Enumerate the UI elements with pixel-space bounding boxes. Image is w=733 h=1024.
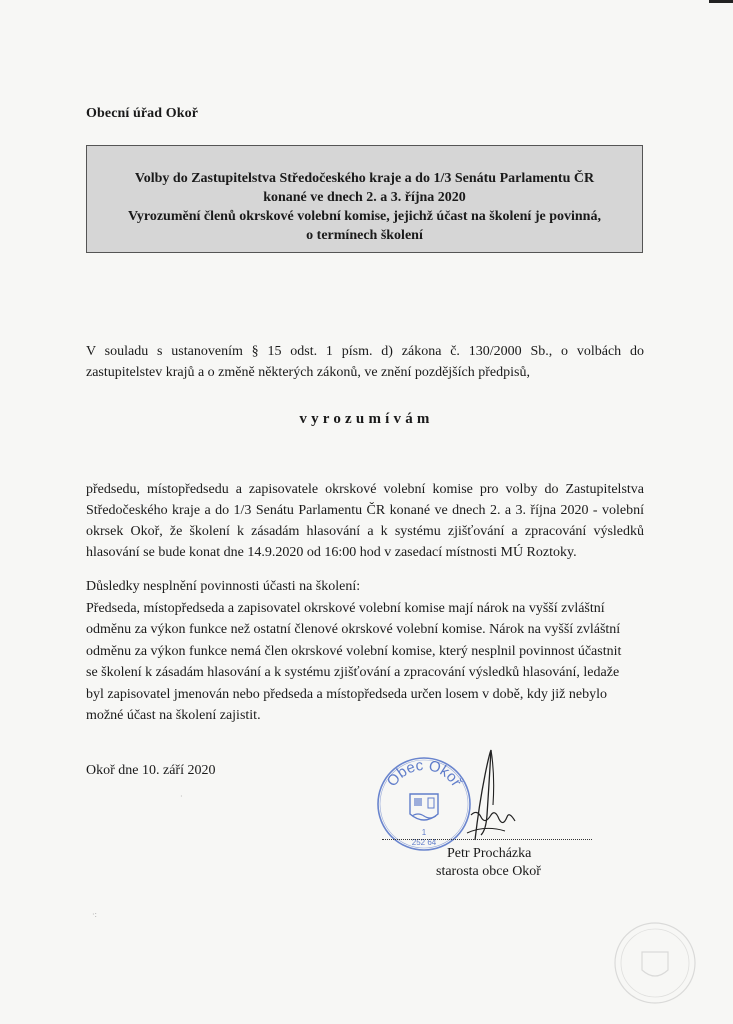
embossed-seal-icon (610, 918, 700, 1008)
consequences-line-1: Předseda, místopředseda a zapisovatel okrskové volební komise mají nárok na vyšší zvláštní (86, 600, 605, 616)
consequences-line-5: byl zapisovatel jmenován nebo předseda a místopředseda určen losem v době, kdy již nebylo (86, 686, 607, 702)
title-line-3: Vyrozumění členů okrskové volební komise, jejichž účast na školení je povinná, (128, 209, 601, 224)
consequences-line-3: odměnu za výkon funkce nemá člen okrskové volební komise, který nesplnil povinnost účastnit (86, 643, 622, 659)
notice-line-3: okrsek Okoř, že školení k zásadám hlasování a k systému zjišťování a zpracování výsledků (86, 524, 644, 539)
intro-paragraph (86, 341, 644, 383)
notice-line-2: Středočeského kraje a do 1/3 Senátu Parlamentu ČR konané ve dnech 2. a 3. října 2020 - volební (86, 503, 644, 518)
notice-heading: vyrozumívám (299, 411, 434, 427)
title-line-2: konané ve dnech 2. a 3. října 2020 (263, 190, 466, 205)
office-name: Obecní úřad Okoř (86, 106, 199, 121)
scan-edge-mark (709, 0, 733, 3)
signer-name: Petr Procházka (447, 846, 532, 861)
intro-line-2: zastupitelstev krajů a o změně některých zákonů, ve znění pozdějších předpisů, (86, 365, 530, 380)
intro-line-1: V souladu s ustanovením § 15 odst. 1 písm. d) zákona č. 130/2000 Sb., o volbách do (86, 344, 644, 359)
place-date: Okoř dne 10. září 2020 (86, 763, 216, 778)
stamp-text: Obec Okoř (383, 756, 465, 790)
stamp-number: 1 (421, 828, 427, 837)
title-box (86, 145, 643, 253)
notice-line-1: předsedu, místopředsedu a zapisovatele okrskové volební komise pro volby do Zastupitelstva (86, 482, 644, 497)
coat-of-arms-icon (410, 794, 438, 820)
consequences-line-4: se školení k zásadám hlasování a k systému zjišťování a zpracování výsledků hlasování, ledaže (86, 665, 620, 680)
stamp-code: 252 64 (411, 838, 437, 847)
consequences-line-6: možné účast na školení zajistit. (86, 708, 261, 723)
signer-role: starosta obce Okoř (436, 864, 541, 879)
handwritten-signature (445, 745, 525, 845)
scan-speck: ·: (92, 910, 97, 919)
signature-line (382, 839, 592, 840)
consequences-line-2: odměnu za výkon funkce než ostatní členové okrskové volební komise. Nárok na vyšší zvláštní (86, 622, 621, 637)
notice-paragraph (86, 479, 644, 563)
title-line-1: Volby do Zastupitelstva Středočeského kraje a do 1/3 Senátu Parlamentu ČR (134, 171, 595, 186)
notice-line-4: hlasování se bude konat dne 14.9.2020 od 16:00 hod v zasedací místnosti MÚ Roztoky. (86, 545, 577, 560)
consequences-title: Důsledky nesplnění povinnosti účasti na školení: (86, 579, 361, 594)
title-line-4: o termínech školení (306, 228, 423, 243)
consequences-section (86, 576, 621, 727)
scan-speck: · (180, 792, 183, 801)
